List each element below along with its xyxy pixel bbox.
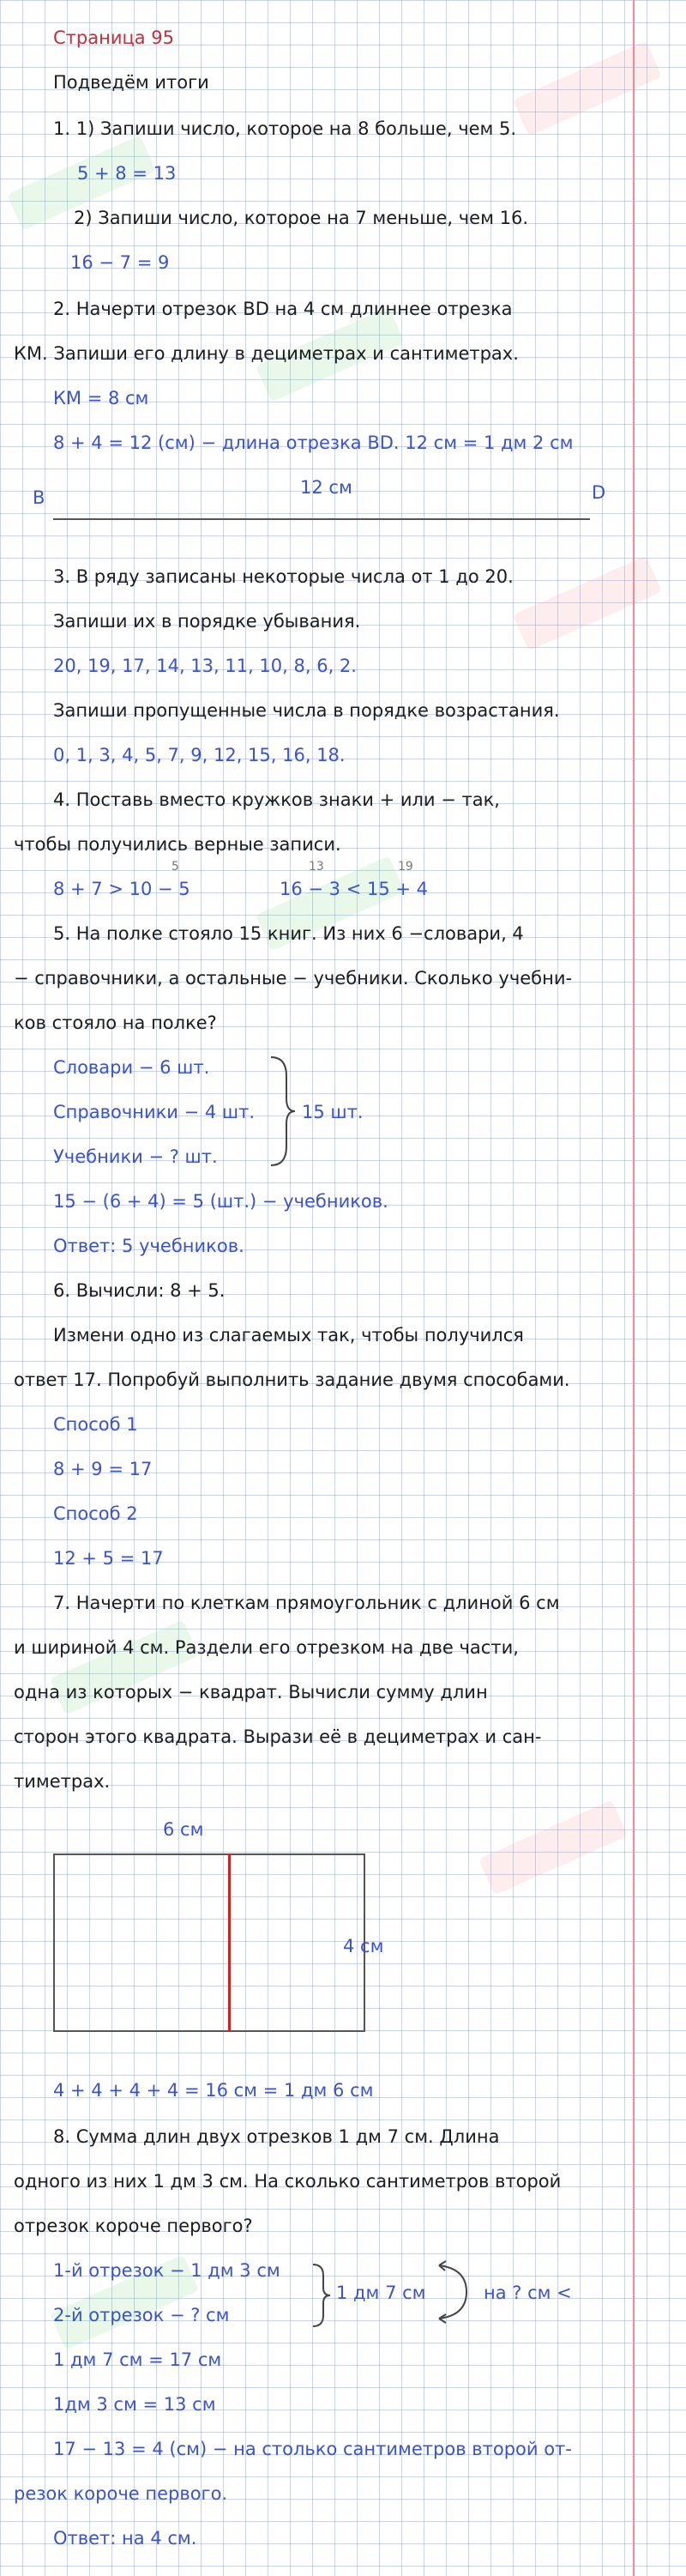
task8-step1: 1 дм 7 см = 17 см: [53, 2349, 222, 2370]
watermark: [478, 1799, 628, 1895]
task2-answer2: 8 + 4 = 12 (см) − длина отрезка ВD. 12 см = 1 дм 2 см: [53, 432, 574, 453]
task7-question: 7. Начерти по клеткам прямоугольник с длиной 6 см: [53, 1593, 560, 1613]
task5-condition3: Учебники − ? шт.: [53, 1146, 218, 1167]
task5-total: 15 шт.: [302, 1102, 364, 1122]
task1-answer2: 16 − 7 = 9: [70, 252, 170, 273]
task1-answer1: 5 + 8 = 13: [77, 163, 177, 184]
rectangle: [53, 1853, 365, 2032]
task4-hint: 13: [309, 860, 324, 874]
task4-hint: 19: [398, 860, 413, 874]
task7-answer: 4 + 4 + 4 + 4 = 16 см = 1 дм 6 см: [53, 2080, 374, 2101]
task6-way1-answer: 8 + 9 = 17: [53, 1459, 153, 1479]
task1-question1: 1. 1) Запиши число, которое на 8 больше, чем 5.: [53, 118, 517, 139]
task5-question: − справочники, а остальные − учебники. Сколько учебни-: [14, 968, 573, 989]
task3-question: Запиши пропущенные числа в порядке возрастания.: [53, 700, 560, 721]
task8-step2: 1дм 3 см = 13 см: [53, 2394, 216, 2415]
task8-step3: резок короче первого.: [14, 2483, 228, 2504]
task8-condition2: 2-й отрезок − ? см: [53, 2305, 230, 2325]
task7-question: и шириной 4 см. Раздели его отрезком на две части,: [14, 1637, 519, 1658]
segment-bd: [53, 518, 590, 520]
segment-start-label: В: [33, 487, 45, 508]
task3-question: 3. В ряду записаны некоторые числа от 1 до 20.: [53, 566, 514, 587]
task3-answer2: 0, 1, 3, 4, 5, 7, 9, 12, 15, 16, 18.: [53, 745, 346, 765]
task5-question: ков стояло на полке?: [14, 1013, 217, 1033]
segment-length-label: 12 см: [300, 477, 352, 498]
task8-question: одного из них 1 дм 3 см. На сколько сантиметров второй: [14, 2171, 562, 2192]
task4-question: 4. Поставь вместо кружков знаки + или − так,: [53, 789, 500, 810]
square-divider: [228, 1853, 231, 2032]
task6-way2: Способ 2: [53, 1503, 138, 1524]
task1-question2: 2) Запиши число, которое на 7 меньше, чем 16.: [74, 208, 528, 228]
task8-compare: на ? см <: [484, 2283, 572, 2303]
segment-end-label: D: [592, 482, 606, 503]
task7-question: тиметрах.: [14, 1771, 111, 1792]
task6-way1: Способ 1: [53, 1414, 138, 1435]
task4-hint: 5: [172, 860, 179, 874]
task7-question: одна из которых − квадрат. Вычисли сумму длин: [14, 1682, 488, 1702]
task2-answer1: КМ = 8 см: [53, 388, 149, 408]
task3-answer1: 20, 19, 17, 14, 13, 11, 10, 8, 6, 2.: [53, 656, 357, 676]
watermark: [513, 555, 662, 650]
task6-question: ответ 17. Попробуй выполнить задание двумя способами.: [14, 1370, 570, 1390]
task4-answer1: 8 + 7 > 10 − 5: [53, 879, 190, 899]
task2-question: КМ. Запиши его длину в дециметрах и сантиметрах.: [14, 343, 519, 364]
task4-question: чтобы получились верные записи.: [14, 834, 341, 855]
page-header: Страница 95: [53, 27, 175, 48]
task8-question: отрезок короче первого?: [14, 2216, 253, 2236]
brace-icon: [310, 2262, 333, 2329]
task7-question: сторон этого квадрата. Вырази её в дециметрах и сан-: [14, 1726, 542, 1747]
task8-total: 1 дм 7 см: [336, 2283, 426, 2303]
task5-solution: 15 − (6 + 4) = 5 (шт.) − учебников.: [53, 1191, 388, 1212]
task6-question: Измени одно из слагаемых так, чтобы получился: [53, 1325, 524, 1345]
curved-arrow-icon: [432, 2260, 472, 2324]
task8-condition1: 1-й отрезок − 1 дм 3 см: [53, 2260, 280, 2281]
notebook-margin-line: [633, 0, 635, 2576]
task5-question: 5. На полке стояло 15 книг. Из них 6 −словари, 4: [53, 923, 524, 944]
task3-question: Запиши их в порядке убывания.: [53, 611, 361, 632]
brace-icon: [268, 1054, 297, 1169]
task8-question: 8. Сумма длин двух отрезков 1 дм 7 см. Длина: [53, 2126, 500, 2147]
task5-condition2: Справочники − 4 шт.: [53, 1102, 256, 1122]
task6-way2-answer: 12 + 5 = 17: [53, 1548, 164, 1569]
task2-question: 2. Начерти отрезок ВD на 4 см длиннее отрезка: [53, 299, 513, 319]
task5-condition1: Словари − 6 шт.: [53, 1057, 210, 1078]
section-title: Подведём итоги: [53, 72, 209, 93]
task8-step3: 17 − 13 = 4 (см) − на столько сантиметров второй от-: [53, 2439, 572, 2459]
rectangle-width-label: 4 см: [343, 1936, 384, 1956]
task8-answer: Ответ: на 4 см.: [53, 2528, 197, 2549]
task6-question: 6. Вычисли: 8 + 5.: [53, 1280, 226, 1301]
rectangle-length-label: 6 см: [163, 1819, 204, 1840]
task4-answer2: 16 − 3 < 15 + 4: [280, 879, 429, 899]
task5-answer: Ответ: 5 учебников.: [53, 1236, 244, 1256]
watermark: [513, 40, 662, 136]
